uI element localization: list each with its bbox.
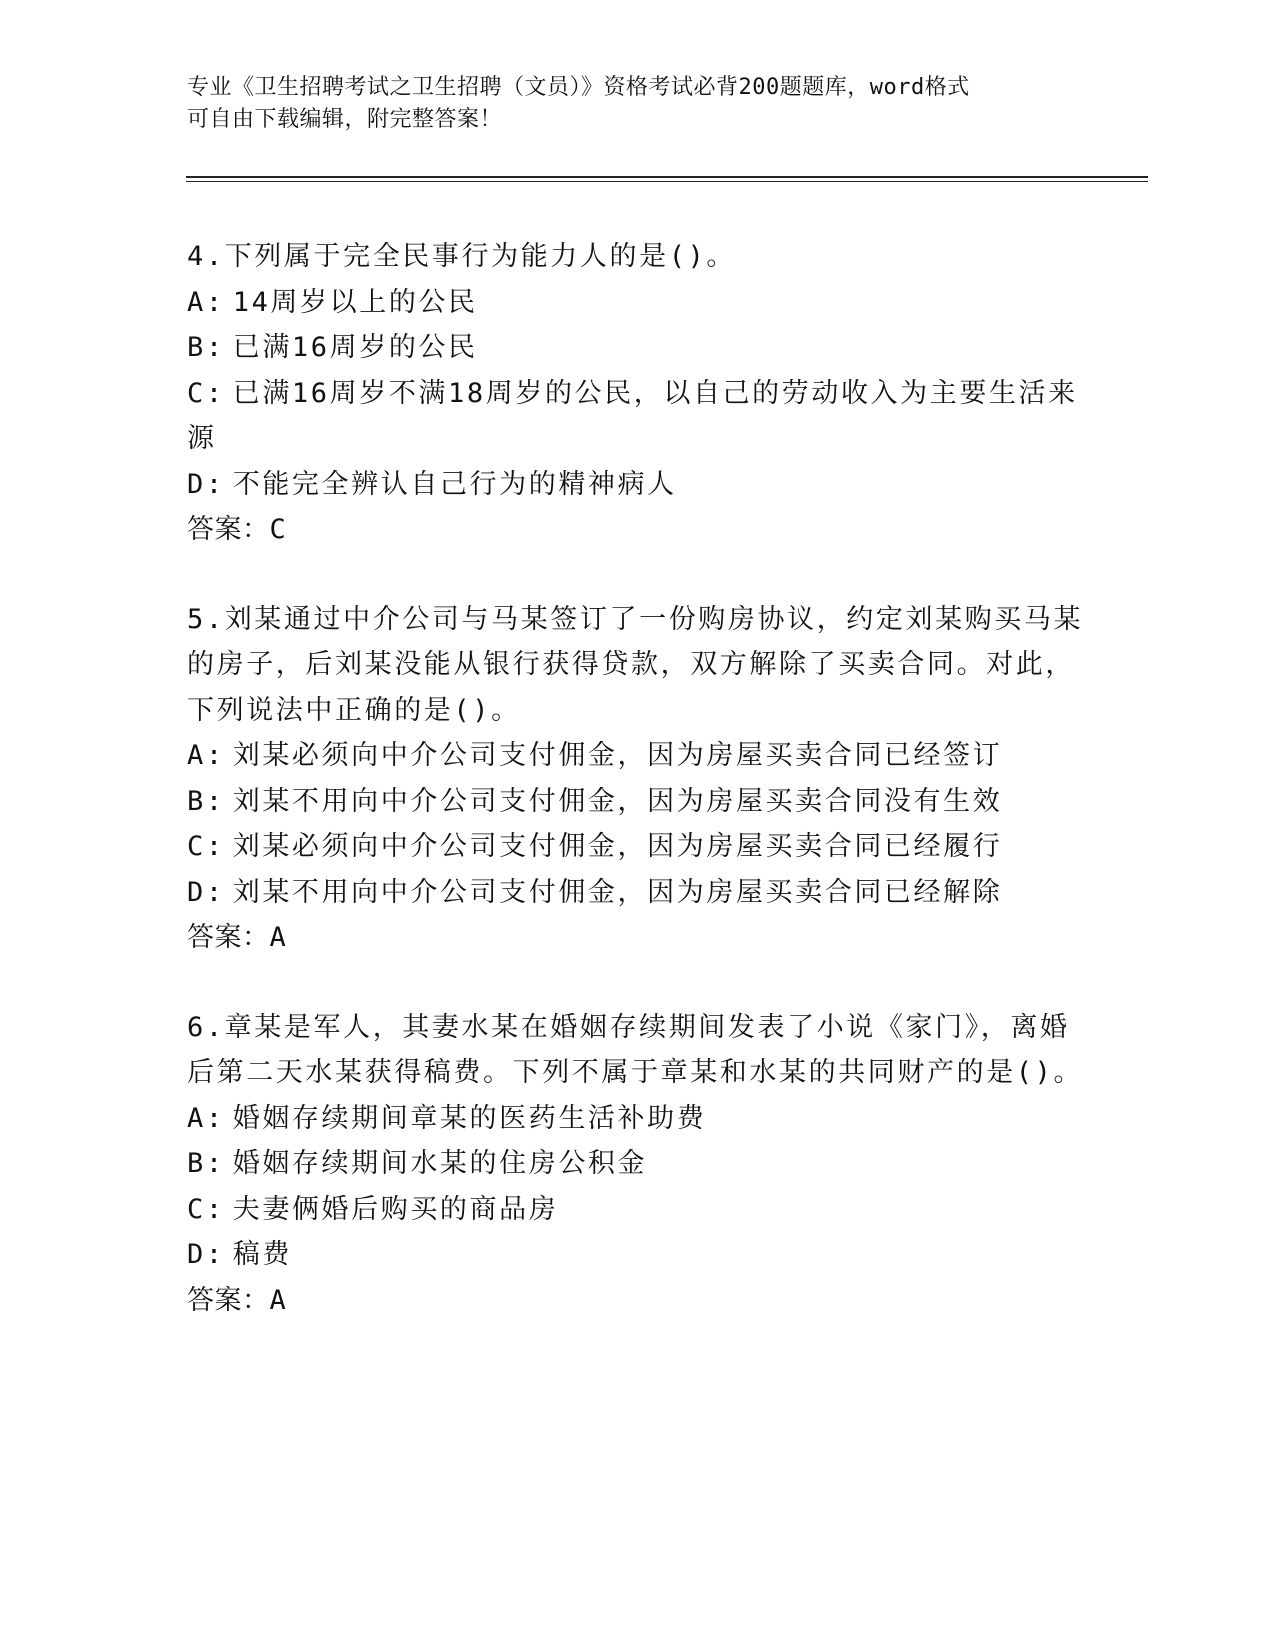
option-prefix: B: (187, 1148, 225, 1179)
answer-label: 答案： (187, 922, 270, 953)
answer-value: A (269, 1284, 287, 1316)
header-divider-thick (186, 176, 1148, 178)
option-prefix: A: (187, 740, 225, 771)
option-text: 婚姻存续期间章某的医药生活补助费 (232, 1102, 707, 1134)
option-b (187, 779, 1087, 825)
answer-label: 答案： (187, 514, 270, 545)
option-c (187, 1187, 1087, 1233)
question-block (187, 597, 1087, 961)
option-prefix: D: (187, 876, 225, 908)
option-prefix: B: (187, 332, 225, 363)
option-text: 刘某必须向中介公司支付佣金，因为房屋买卖合同已经签订 (232, 740, 1003, 771)
answer-line (187, 915, 1087, 961)
question-stem-continued: 的房子，后刘某没能从银行获得贷款，双方解除了买卖合同。对此， (187, 649, 1075, 680)
header-line-2: 可自由下载编辑，附完整答案！ (187, 107, 503, 132)
question-stem-continued: 后第二天水某获得稿费。下列不属于章某和水某的共同财产的是()。 (187, 1057, 1084, 1088)
option-text: 已满16周岁不满18周岁的公民，以自己的劳动收入为主要生活来 (232, 377, 1078, 409)
option-d (187, 870, 1087, 916)
option-text: 14周岁以上的公民 (232, 286, 478, 318)
option-b (187, 325, 1087, 371)
option-prefix: D: (187, 1239, 225, 1270)
question-stem: 6.章某是军人，其妻水某在婚姻存续期间发表了小说《家门》，离婚 (187, 1011, 1070, 1043)
answer-value: C (269, 514, 287, 545)
answer-value: A (269, 922, 287, 953)
option-prefix: C: (187, 1193, 225, 1225)
option-prefix: B: (187, 785, 225, 817)
option-c (187, 824, 1087, 870)
option-prefix: C: (187, 377, 225, 409)
option-text: 夫妻俩婚后购买的商品房 (232, 1193, 559, 1225)
header-line-1: 专业《卫生招聘考试之卫生招聘（文员）》资格考试必背200题题库，word格式 (187, 75, 970, 100)
option-a (187, 733, 1087, 779)
option-d (187, 1232, 1087, 1278)
option-text: 稿费 (232, 1239, 292, 1270)
option-prefix: D: (187, 468, 225, 500)
option-text: 刘某必须向中介公司支付佣金，因为房屋买卖合同已经履行 (232, 831, 1003, 862)
answer-line (187, 1278, 1087, 1324)
option-text: 刘某不用向中介公司支付佣金，因为房屋买卖合同没有生效 (232, 785, 1003, 817)
option-c (187, 371, 1087, 417)
option-text: 婚姻存续期间水某的住房公积金 (232, 1148, 648, 1179)
option-text: 已满16周岁的公民 (232, 332, 478, 363)
option-prefix: A: (187, 286, 225, 318)
document-header (187, 72, 1087, 136)
question-block (187, 1005, 1087, 1324)
answer-label: 答案： (187, 1284, 270, 1316)
option-a (187, 280, 1087, 326)
question-stem: 5.刘某通过中介公司与马某签订了一份购房协议，约定刘某购买马某 (187, 603, 1084, 635)
question-block (187, 234, 1087, 553)
question-stem: 4.下列属于完全民事行为能力人的是()。 (187, 241, 737, 272)
header-divider-thin (186, 181, 1148, 182)
question-list (187, 234, 1087, 1367)
option-text: 刘某不用向中介公司支付佣金，因为房屋买卖合同已经解除 (232, 876, 1003, 908)
option-prefix: A: (187, 1102, 225, 1134)
option-text: 不能完全辨认自己行为的精神病人 (232, 468, 677, 500)
option-b (187, 1141, 1087, 1187)
option-a (187, 1096, 1087, 1142)
question-stem-continued: 下列说法中正确的是()。 (187, 694, 521, 726)
option-d (187, 462, 1087, 508)
option-c-continued: 源 (187, 423, 217, 454)
answer-line (187, 507, 1087, 553)
option-prefix: C: (187, 831, 225, 862)
